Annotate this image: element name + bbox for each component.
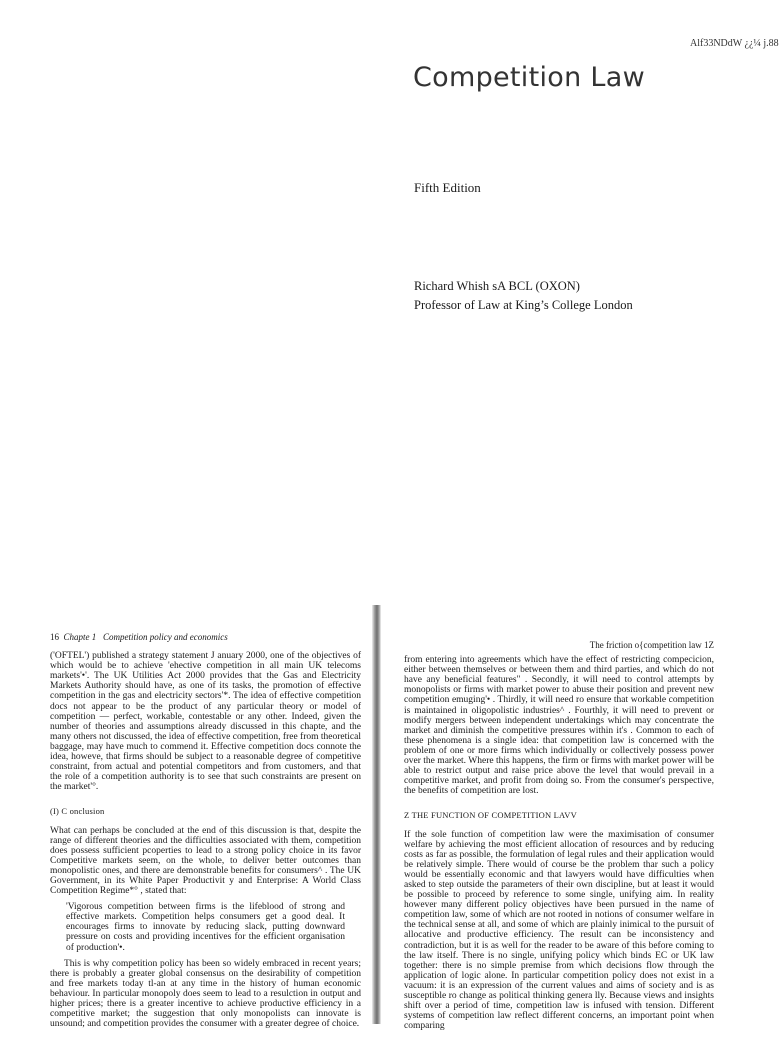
page-number: 16: [50, 632, 59, 642]
left-page-header: [50, 632, 361, 642]
left-paragraph-1: ('OFTEL') published a strategy statement J anuary 2000, one of the objectives of which would be to achieve 'ehective competition in all main UK telecoms markets'•'. The UK Utilities Act 2000 provides that the Gas and Electricity Markets Authority should have, as one of its tasks, the promotion of effective competition in the gas and electricity sectors'*. The idea of effective competition docs not appear to be the product of any particular theory or model of competition — perfect, workable, contestable or any other. Indeed, given the number of theories and assumptions already discussed in this chapte, and the many others not discussed, the idea of effective competition, free from theoretical baggage, may have much to commend it. Effective competition docs connote the idea, howeve, that firms should be subject to a reasonable degree of competitive constraint, from actual and potential competitors and from customers, and that the role of a competition authority is to see that such constraints are present on the market'°.: [50, 651, 361, 793]
book-edition: Fifth Edition: [414, 180, 481, 195]
author-name: Richard Whish sA BCL (OXON): [414, 279, 580, 293]
running-title: Competition policy and economics: [103, 632, 228, 642]
left-section-heading: (I) C onclusion: [50, 806, 105, 817]
left-page: [50, 632, 361, 1035]
right-page: [404, 640, 714, 1037]
left-quote: 'Vigorous competition between firms is the lifeblood of strong and effective markets. Competition helps consumers get a good deal. It encourages firms to innovate by reducing slack, putting downward pressure on costs and providing incentives for the efficient organisation of production'•.: [66, 902, 345, 953]
right-paragraph-1: from entering into agreements which have the effect of restricting compecicion, either between themselves or between them and third parties, and which do not have any beneficial features" . Secondly, it will need to control attempts by monopolists or firms with market power to abuse their position and prevent new competition emuging'• . Thirdly, it will need ro ensure that workable competition is maintained in oligopolistic industries^ . Fourthly, it will need to prevent or modify mergers between independent undertakings which may concentrate the market and diminish the competitive pressures within it's . Common to each of these phenomena is a single idea: that competition law is concerned with the problem of one or more firms which individually or collectively possess power over the market. Where this happens, the firm or firms with market power will be able to restrict output and raise price above the level that would prevail in a competitive market, and profit from doing so. From the consumer's perspective, the benefits of competition are lost.: [404, 655, 714, 797]
book-spine-shadow: [372, 605, 381, 1024]
right-section-heading: Z THE FUNCTION OF COMPETITION LAVV: [404, 810, 577, 821]
chapter-label: Chapte 1: [63, 632, 97, 642]
book-title: Competition Law: [413, 62, 645, 93]
left-paragraph-3: This is why competition policy has been so widely embraced in recent years; there is probably a greater global consensus on the desirability of competition and free markets today tl-an at any time in the history of human economic behaviour. In particular monopoly does seem to lead to a resulction in output and higher prices; there is a greater incentive to achieve productive efficiency in a competitive market; the suggestion that only monopolists can innovate is unsound; and competition provides the consumer with a greater degree of choice.: [50, 958, 361, 1030]
corner-mark: Alf33NDdW ¿¿¼ j.88: [690, 38, 779, 49]
author-block: [414, 277, 633, 315]
left-paragraph-2: What can perhaps be concluded at the end of this discussion is that, despite the range of different theories and the difficulties associated with them, competition does possess sufficient pcoperties to lead to a strong policy choice in its favor Competitive markets seem, on the whole, to deliver better outcomes than monopolistic ones, and there are demonstrable benefits for consumers^ . The UK Government, in its White Paper Productivit y and Enterprise: A World Class Competition Regime*° , stated that:: [50, 825, 361, 897]
right-paragraph-2: If the sole function of competition law were the maximisation of consumer welfare by achieving the most efficient allocation of resources and by reducing costs as far as possible, the formulation of legal rules and their application would be relatively simple. There would of course be the problem thar such a policy would be essentially economic and that lawyers would have difficulties when asked to step outside the parameters of their own discipline, but at least it would be possible to proceed by reference to some single, unifying aim. In reality however many different policy objectives have been pursued in the name of competition law, some of which are not rooted in notions of consumer welfare in the technical sense at all, and some of which are plainly inimical to the pursuit of allocative and productive efficiency. The result can be inconsistency and contradiction, but it is as well for the reader to be aware of this before coming to the law itself. There is no single, unifying policy which binds EC or UK law together: there is no simple premise from which decisions flow through the application of logic alone. In particular competition policy does not exist in a vacuum: it is an expression of the current values and aims of society and is as susceptible ro change as political thinking genera lly. Because views and insights shift over a period of time, competition law is infused with tension. Different systems of competition law reflect different concerns, an important point when comparing: [404, 829, 714, 1032]
right-page-header: The friction o{competition law 1Z: [589, 640, 714, 650]
author-affiliation: Professor of Law at King’s College London: [414, 298, 633, 312]
